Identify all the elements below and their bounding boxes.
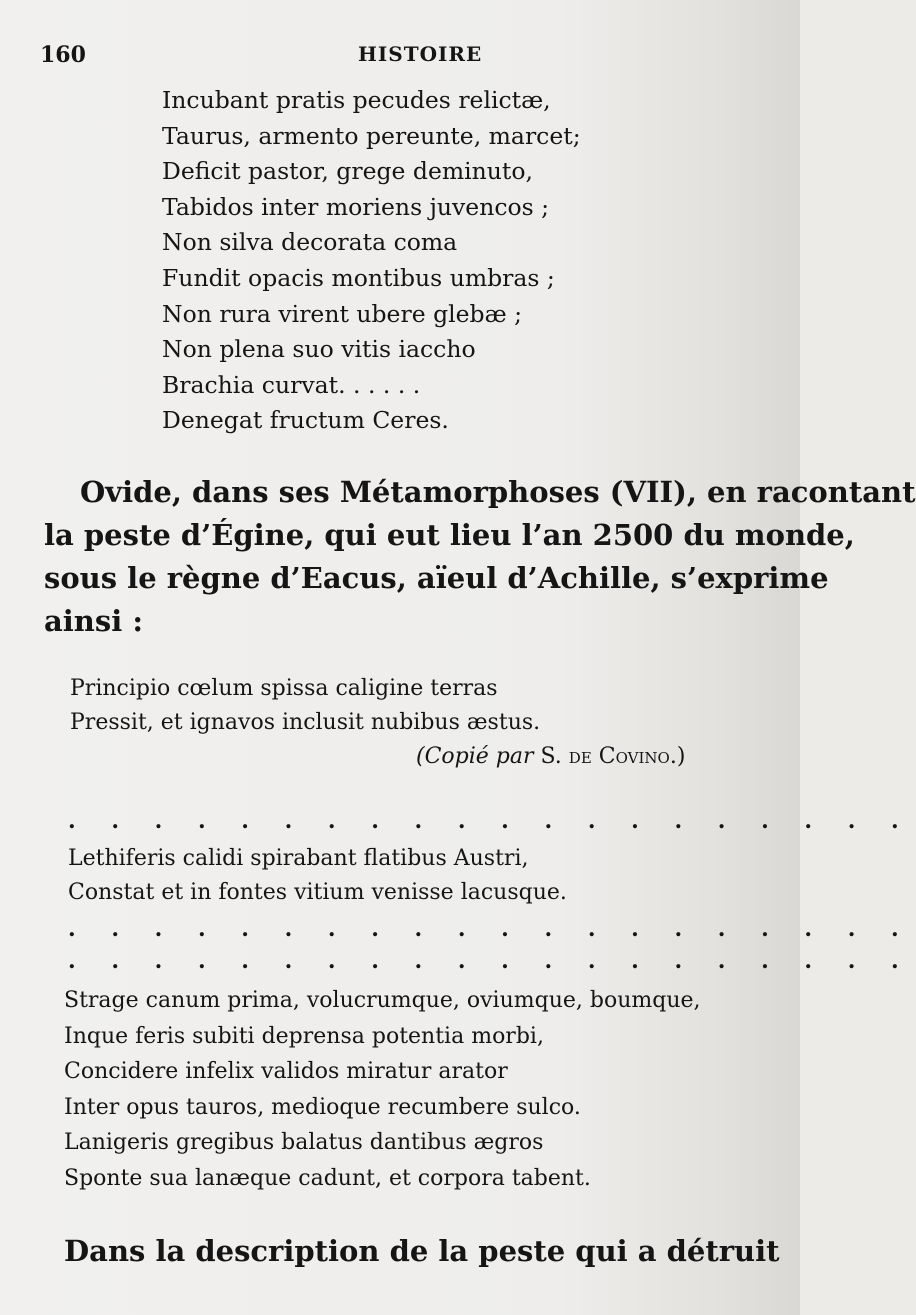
page-header [0,38,800,72]
prose-line: sous le règne d’Eacus, aïeul d’Achille, s’exprime [44,561,829,595]
verse-line: Non silva decorata coma [162,228,458,257]
attribution [416,744,685,769]
verse-line: Incubant pratis pecudes relictæ, [162,86,551,114]
verse-line: Pressit, et ignavos inclusit nubibus æstus. [70,710,541,735]
prose-paragraph-1 [44,471,916,643]
verse-line: Tabidos inter moriens juvencos ; [162,192,550,221]
latin-verse-block-3 [68,842,567,910]
verse-line: Non rura virent ubere glebæ ; [162,299,523,328]
verse-line: Denegat fructum Ceres. [162,406,449,435]
verse-line: Deficit pastor, grege deminuto, [162,157,533,186]
verse-line: Concidere infelix validos miratur arator [64,1059,508,1084]
prose-line: Ovide, dans ses Métamorphoses (VII), en racontant [80,475,916,509]
page-number: 160 [40,42,86,68]
prose-line: Dans la description de la peste qui a détruit [64,1234,780,1268]
prose-paragraph-2 [64,1230,780,1273]
ellipsis-row: . . . . . . . . . . . . . . . . . . . . [68,916,913,942]
verse-line: Strage canum prima, volucrumque, oviumque, boumque, [64,988,701,1013]
attribution-copied-by: (Copié par [416,744,534,769]
verse-line: Lanigeris gregibus balatus dantibus ægros [64,1130,544,1155]
verse-line: Constat et in fontes vitium venisse lacusque. [68,880,567,905]
running-title: HISTOIRE [358,42,483,66]
verse-line: Taurus, armento pereunte, marcet; [162,121,581,150]
latin-verse-block-4 [64,983,701,1196]
attribution-initial: S. [540,744,562,769]
prose-line: ainsi : [44,604,144,638]
latin-verse-block-1 [162,83,581,439]
verse-line: Non plena suo vitis iaccho [162,335,476,364]
verse-line: Sponte sua lanæque cadunt, et corpora tabent. [64,1165,591,1191]
verse-line: Lethiferis calidi spirabant flatibus Austri, [68,846,529,871]
latin-verse-block-2 [70,672,540,740]
ellipsis-row: . . . . . . . . . . . . . . . . . . . . [68,948,913,974]
prose-line: la peste d’Égine, qui eut lieu l’an 2500 du monde, [44,518,855,552]
verse-line: Fundit opacis montibus umbras ; [162,263,555,292]
verse-line: Inque feris subiti deprensa potentia morbi, [64,1023,544,1049]
verse-line: Brachia curvat. . . . . . [162,370,421,399]
verse-line: Principio cœlum spissa caligine terras [70,676,498,701]
attribution-particle: de [568,744,592,769]
verse-line: Inter opus tauros, medioque recumbere sulco. [64,1094,581,1120]
ellipsis-row: . . . . . . . . . . . . . . . . . . . . [68,808,913,834]
attribution-surname: Covino.) [598,744,686,769]
